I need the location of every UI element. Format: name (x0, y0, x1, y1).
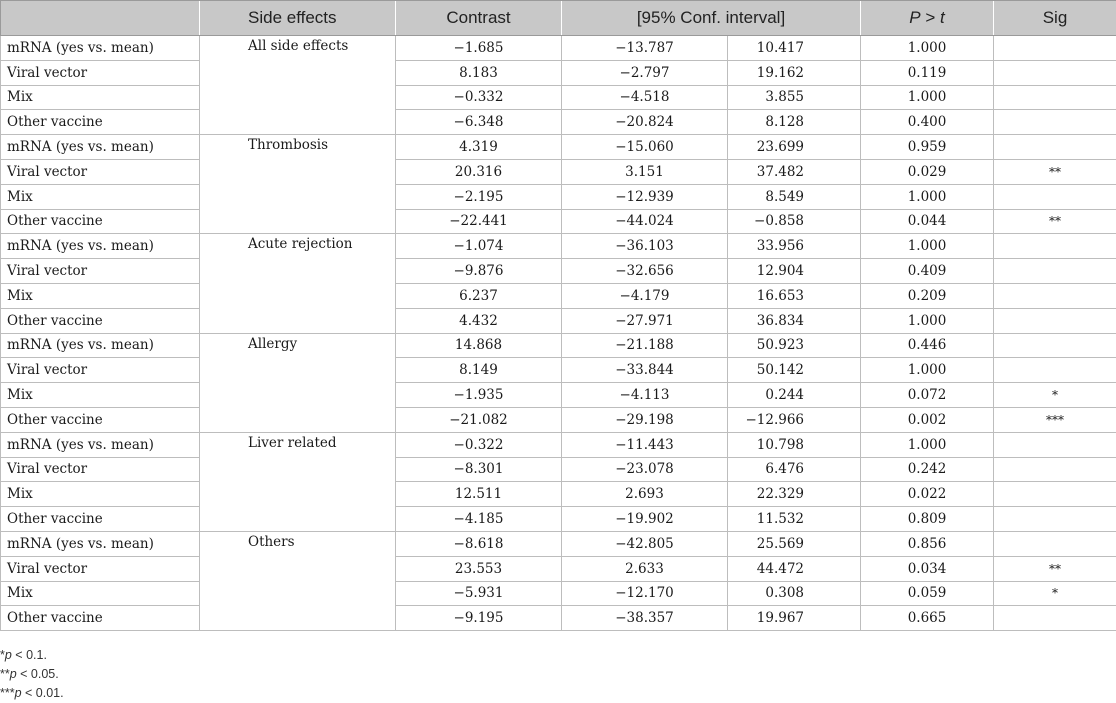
table-header (1, 1, 1116, 36)
contrast-value: −9.195 (396, 606, 562, 631)
p-value: 0.209 (861, 283, 994, 308)
contrast-value: −2.195 (396, 184, 562, 209)
table-row (1, 556, 1116, 581)
header-p-value (861, 1, 994, 36)
table-row (1, 308, 1116, 333)
contrast-value: −0.322 (396, 432, 562, 457)
ci-high-value: 36.834 (728, 308, 861, 333)
significance-stars (994, 507, 1116, 532)
vaccine-label: Mix (1, 482, 200, 507)
p-value: 1.000 (861, 308, 994, 333)
contrast-value: −6.348 (396, 110, 562, 135)
vaccine-label: mRNA (yes vs. mean) (1, 234, 200, 259)
p-value: 0.446 (861, 333, 994, 358)
footnote-threshold: < 0.01. (21, 686, 64, 700)
ci-high-value: 44.472 (728, 556, 861, 581)
significance-stars: *** (994, 407, 1116, 432)
significance-stars: * (994, 581, 1116, 606)
side-effect-group: Liver related (200, 432, 396, 531)
contrast-value: 4.319 (396, 135, 562, 160)
significance-stars (994, 358, 1116, 383)
p-value: 0.002 (861, 407, 994, 432)
side-effect-group: Thrombosis (200, 135, 396, 234)
table-row (1, 581, 1116, 606)
p-value: 1.000 (861, 234, 994, 259)
vaccine-label: Other vaccine (1, 308, 200, 333)
p-value: 0.665 (861, 606, 994, 631)
contrast-value: −1.685 (396, 36, 562, 61)
vaccine-label: Mix (1, 581, 200, 606)
contrast-value: −21.082 (396, 407, 562, 432)
vaccine-label: mRNA (yes vs. mean) (1, 36, 200, 61)
ci-low-value: −29.198 (562, 407, 728, 432)
ci-low-value: −38.357 (562, 606, 728, 631)
p-value: 0.809 (861, 507, 994, 532)
p-value: 1.000 (861, 184, 994, 209)
contrast-value: −5.931 (396, 581, 562, 606)
significance-stars (994, 234, 1116, 259)
p-value: 0.856 (861, 531, 994, 556)
p-value: 1.000 (861, 85, 994, 110)
contrast-value: −8.301 (396, 457, 562, 482)
table-row (1, 432, 1116, 457)
ci-high-value: 22.329 (728, 482, 861, 507)
vaccine-label: Viral vector (1, 358, 200, 383)
table-row (1, 234, 1116, 259)
ci-high-value: 16.653 (728, 283, 861, 308)
footnote-p-symbol: p (4, 648, 12, 662)
ci-low-value: −12.170 (562, 581, 728, 606)
contrast-value: 8.149 (396, 358, 562, 383)
ci-low-value: −44.024 (562, 209, 728, 234)
ci-high-value: −12.966 (728, 407, 861, 432)
significance-stars: * (994, 383, 1116, 408)
p-value: 0.072 (861, 383, 994, 408)
ci-low-value: −19.902 (562, 507, 728, 532)
footnote-stars: * (0, 648, 5, 662)
vaccine-label: mRNA (yes vs. mean) (1, 333, 200, 358)
p-value: 0.044 (861, 209, 994, 234)
p-value: 0.959 (861, 135, 994, 160)
significance-stars (994, 283, 1116, 308)
footnote-p-symbol: p (9, 667, 17, 681)
footnote-line (0, 684, 64, 703)
contrast-value: −4.185 (396, 507, 562, 532)
p-value: 0.059 (861, 581, 994, 606)
vaccine-label: Mix (1, 184, 200, 209)
ci-low-value: −11.443 (562, 432, 728, 457)
significance-stars (994, 135, 1116, 160)
table-row (1, 184, 1116, 209)
vaccine-label: Other vaccine (1, 110, 200, 135)
vaccine-label: Mix (1, 85, 200, 110)
contrast-value: 20.316 (396, 159, 562, 184)
ci-low-value: −2.797 (562, 60, 728, 85)
ci-low-value: −36.103 (562, 234, 728, 259)
significance-stars (994, 60, 1116, 85)
ci-high-value: 6.476 (728, 457, 861, 482)
p-value: 1.000 (861, 36, 994, 61)
ci-high-value: 11.532 (728, 507, 861, 532)
footnote-line (0, 665, 64, 684)
significance-stars: ** (994, 209, 1116, 234)
contrast-value: −0.332 (396, 85, 562, 110)
header-t-symbol: t (940, 8, 945, 27)
contrast-value: −9.876 (396, 259, 562, 284)
ci-high-value: 37.482 (728, 159, 861, 184)
significance-stars (994, 482, 1116, 507)
vaccine-label: Mix (1, 283, 200, 308)
contrast-value: 4.432 (396, 308, 562, 333)
p-value: 0.029 (861, 159, 994, 184)
ci-low-value: 2.693 (562, 482, 728, 507)
ci-low-value: −4.518 (562, 85, 728, 110)
header-p-symbol: P (909, 8, 921, 27)
significance-stars (994, 85, 1116, 110)
ci-low-value: −23.078 (562, 457, 728, 482)
table-row (1, 606, 1116, 631)
contrast-value: −1.935 (396, 383, 562, 408)
vaccine-label: Mix (1, 383, 200, 408)
table-row (1, 383, 1116, 408)
p-value: 0.409 (861, 259, 994, 284)
significance-stars (994, 308, 1116, 333)
ci-high-value: 19.967 (728, 606, 861, 631)
p-value: 0.242 (861, 457, 994, 482)
table-row (1, 283, 1116, 308)
contrast-value: 12.511 (396, 482, 562, 507)
vaccine-label: Viral vector (1, 457, 200, 482)
header-sig: Sig (994, 1, 1116, 36)
ci-low-value: −20.824 (562, 110, 728, 135)
vaccine-label: mRNA (yes vs. mean) (1, 531, 200, 556)
table-row (1, 135, 1116, 160)
significance-stars: ** (994, 159, 1116, 184)
side-effect-group: Others (200, 531, 396, 630)
ci-high-value: 0.244 (728, 383, 861, 408)
table-row (1, 407, 1116, 432)
ci-high-value: 3.855 (728, 85, 861, 110)
p-value: 0.400 (861, 110, 994, 135)
significance-stars (994, 531, 1116, 556)
contrast-value: −22.441 (396, 209, 562, 234)
vaccine-label: mRNA (yes vs. mean) (1, 135, 200, 160)
footnote-threshold: < 0.05. (16, 667, 59, 681)
vaccine-label: Other vaccine (1, 507, 200, 532)
table-row (1, 110, 1116, 135)
footnote-line (0, 646, 64, 665)
header-side-effects: Side effects (200, 1, 396, 36)
side-effect-group: Allergy (200, 333, 396, 432)
ci-low-value: −21.188 (562, 333, 728, 358)
ci-high-value: 8.128 (728, 110, 861, 135)
table-row (1, 159, 1116, 184)
ci-high-value: 12.904 (728, 259, 861, 284)
significance-stars (994, 457, 1116, 482)
contrast-value: 6.237 (396, 283, 562, 308)
vaccine-label: Other vaccine (1, 209, 200, 234)
significance-stars (994, 333, 1116, 358)
contrast-value: −1.074 (396, 234, 562, 259)
header-row (1, 1, 1116, 36)
table-row (1, 36, 1116, 61)
ci-high-value: 33.956 (728, 234, 861, 259)
ci-low-value: −33.844 (562, 358, 728, 383)
table-row (1, 482, 1116, 507)
table-row (1, 85, 1116, 110)
header-empty (1, 1, 200, 36)
vaccine-label: Other vaccine (1, 606, 200, 631)
significance-stars (994, 184, 1116, 209)
significance-stars (994, 110, 1116, 135)
footnote-stars: *** (0, 686, 15, 700)
header-contrast: Contrast (396, 1, 562, 36)
ci-low-value: −27.971 (562, 308, 728, 333)
significance-stars (994, 606, 1116, 631)
ci-low-value: −13.787 (562, 36, 728, 61)
ci-high-value: 10.798 (728, 432, 861, 457)
vaccine-label: Viral vector (1, 60, 200, 85)
vaccine-label: Viral vector (1, 159, 200, 184)
contrast-value: 8.183 (396, 60, 562, 85)
ci-high-value: 8.549 (728, 184, 861, 209)
header-conf-interval: [95% Conf. interval] (562, 1, 861, 36)
vaccine-label: Other vaccine (1, 407, 200, 432)
p-value: 1.000 (861, 358, 994, 383)
table-row (1, 209, 1116, 234)
table-row (1, 60, 1116, 85)
ci-low-value: −15.060 (562, 135, 728, 160)
vaccine-label: Viral vector (1, 259, 200, 284)
ci-low-value: −32.656 (562, 259, 728, 284)
ci-low-value: −4.179 (562, 283, 728, 308)
significance-stars (994, 259, 1116, 284)
vaccine-label: Viral vector (1, 556, 200, 581)
footnotes (0, 646, 64, 703)
contrast-value: −8.618 (396, 531, 562, 556)
ci-low-value: −42.805 (562, 531, 728, 556)
significance-stars: ** (994, 556, 1116, 581)
table-row (1, 333, 1116, 358)
vaccine-label: mRNA (yes vs. mean) (1, 432, 200, 457)
ci-high-value: 25.569 (728, 531, 861, 556)
ci-low-value: −12.939 (562, 184, 728, 209)
side-effect-group: Acute rejection (200, 234, 396, 333)
table-body (1, 36, 1116, 631)
table-row (1, 507, 1116, 532)
ci-high-value: −0.858 (728, 209, 861, 234)
header-gt-symbol: > (920, 8, 940, 27)
ci-high-value: 10.417 (728, 36, 861, 61)
ci-high-value: 50.923 (728, 333, 861, 358)
ci-low-value: −4.113 (562, 383, 728, 408)
significance-stars (994, 36, 1116, 61)
table-row (1, 358, 1116, 383)
ci-high-value: 23.699 (728, 135, 861, 160)
ci-high-value: 19.162 (728, 60, 861, 85)
footnote-p-symbol: p (14, 686, 22, 700)
table-row (1, 457, 1116, 482)
significance-stars (994, 432, 1116, 457)
ci-low-value: 3.151 (562, 159, 728, 184)
ci-high-value: 0.308 (728, 581, 861, 606)
p-value: 0.022 (861, 482, 994, 507)
table-row (1, 259, 1116, 284)
footnote-stars: ** (0, 667, 10, 681)
ci-high-value: 50.142 (728, 358, 861, 383)
side-effect-group: All side effects (200, 36, 396, 135)
footnote-threshold: < 0.1. (11, 648, 47, 662)
contrast-value: 23.553 (396, 556, 562, 581)
p-value: 1.000 (861, 432, 994, 457)
table-row (1, 531, 1116, 556)
ci-low-value: 2.633 (562, 556, 728, 581)
p-value: 0.119 (861, 60, 994, 85)
contrast-value: 14.868 (396, 333, 562, 358)
p-value: 0.034 (861, 556, 994, 581)
